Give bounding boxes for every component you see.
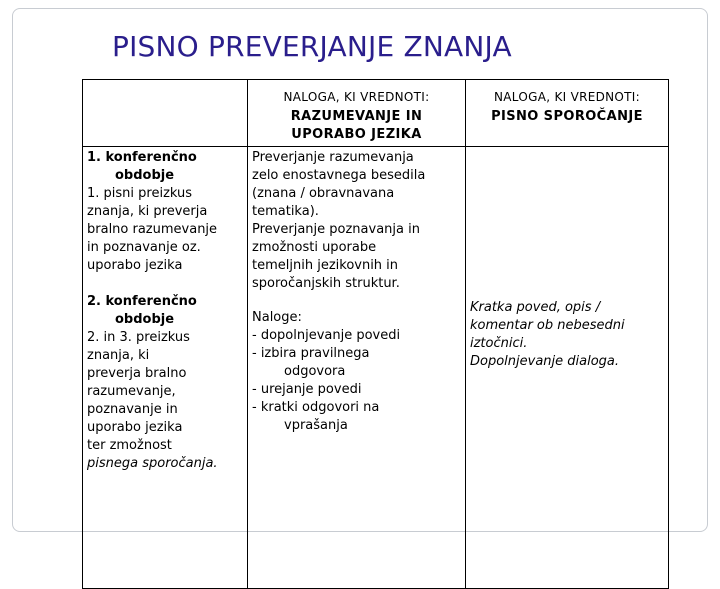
period2-heading-cont: obdobje bbox=[115, 312, 175, 327]
header-understanding-title-1: RAZUMEVANJE IN bbox=[290, 109, 423, 124]
table-header-row bbox=[83, 80, 669, 147]
assessment-table bbox=[82, 79, 669, 589]
understanding-text-line: temeljnih jezikovnih in bbox=[252, 258, 399, 273]
task-item-cont: vprašanja bbox=[284, 418, 348, 433]
header-writing-title: PISNO SPOROČANJE bbox=[491, 109, 643, 124]
period2-text-line: uporabo jezika bbox=[87, 420, 183, 435]
task-item: - urejanje povedi bbox=[252, 382, 362, 397]
understanding-text-line: zmožnosti uporabe bbox=[252, 240, 377, 255]
understanding-text-line: sporočanjskih struktur. bbox=[252, 276, 400, 291]
understanding-cell bbox=[248, 147, 466, 589]
writing-text-line: Dopolnjevanje dialoga. bbox=[470, 354, 620, 369]
task-item: - dopolnjevanje povedi bbox=[252, 328, 401, 343]
period2-text-line: ter zmožnost bbox=[87, 438, 172, 453]
period2-text-italic: pisnega sporočanja. bbox=[87, 456, 218, 471]
period1-text-line: bralno razumevanje bbox=[87, 222, 218, 237]
period1-heading: 1. konferenčno bbox=[87, 150, 197, 165]
period1-heading-cont: obdobje bbox=[115, 168, 175, 183]
header-understanding-title-2: UPORABO JEZIKA bbox=[291, 127, 422, 142]
period2-text-line: znanja, ki bbox=[87, 348, 150, 363]
writing-text-line: komentar ob nebesedni bbox=[470, 318, 625, 333]
slide-title: PISNO PREVERJANJE ZNANJA bbox=[112, 30, 512, 63]
header-writing-cell bbox=[466, 80, 669, 147]
period1-text-line: uporabo jezika bbox=[87, 258, 183, 273]
task-item-cont: odgovora bbox=[284, 364, 346, 379]
task-item: - kratki odgovori na bbox=[252, 400, 380, 415]
understanding-text-line: tematika). bbox=[252, 204, 319, 219]
header-understanding-cell bbox=[248, 80, 466, 147]
period1-text-line: znanja, ki preverja bbox=[87, 204, 208, 219]
period1-text-line: 1. pisni preizkus bbox=[87, 186, 193, 201]
understanding-text-line: Preverjanje poznavanja in bbox=[252, 222, 420, 237]
period1-text-line: in poznavanje oz. bbox=[87, 240, 201, 255]
understanding-text-line: zelo enostavnega besedila bbox=[252, 168, 426, 183]
period2-text-line: razumevanje, bbox=[87, 384, 176, 399]
writing-cell bbox=[466, 147, 669, 589]
period2-text-line: 2. in 3. preizkus bbox=[87, 330, 190, 345]
header-empty-cell bbox=[83, 80, 248, 147]
tasks-label: Naloge: bbox=[252, 310, 302, 325]
writing-text-block bbox=[470, 299, 664, 371]
periods-cell bbox=[83, 147, 248, 589]
period2-text-line: poznavanje in bbox=[87, 402, 178, 417]
period2-text-line: preverja bralno bbox=[87, 366, 187, 381]
understanding-text-line: Preverjanje razumevanja bbox=[252, 150, 414, 165]
writing-text-line: Kratka poved, opis / bbox=[470, 300, 601, 315]
header-understanding-label: NALOGA, KI VREDNOTI: bbox=[283, 90, 430, 104]
header-writing-label: NALOGA, KI VREDNOTI: bbox=[494, 90, 640, 104]
writing-text-line: iztočnici. bbox=[470, 336, 528, 351]
task-item: - izbira pravilnega bbox=[252, 346, 370, 361]
understanding-text-line: (znana / obravnavana bbox=[252, 186, 395, 201]
table-body-row bbox=[83, 147, 669, 589]
period2-heading: 2. konferenčno bbox=[87, 294, 197, 309]
